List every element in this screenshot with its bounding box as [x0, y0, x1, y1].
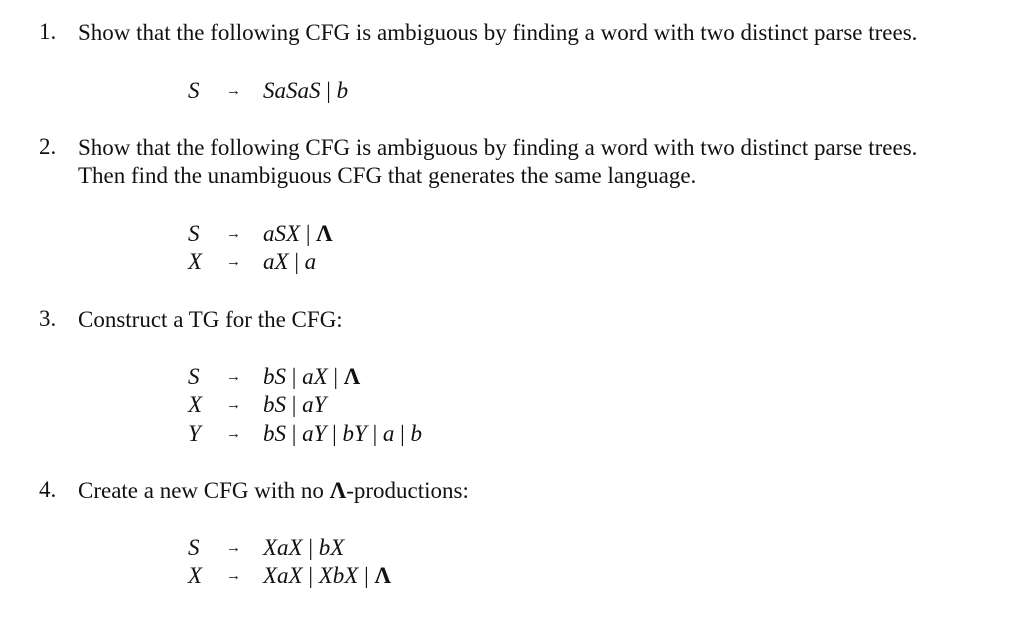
- rule-lhs: Y: [188, 421, 201, 446]
- problem-statement-line-1: Show that the following CFG is ambiguous by finding a word with two distinct parse trees.: [78, 135, 918, 160]
- rule-lhs: S: [188, 364, 200, 389]
- produces-arrow: →: [226, 568, 241, 584]
- rule-lhs: S: [188, 221, 200, 246]
- rule-rhs: aX | a: [263, 249, 317, 274]
- rule-lhs: X: [188, 249, 203, 274]
- produces-arrow: →: [226, 426, 241, 442]
- problem-number: 2.: [39, 134, 57, 159]
- produces-arrow: →: [226, 83, 241, 99]
- produces-arrow: →: [226, 369, 241, 385]
- produces-arrow: →: [226, 540, 241, 556]
- rule-lhs: X: [188, 563, 203, 588]
- produces-arrow: →: [226, 226, 241, 242]
- problem-statement-line-2: Then find the unambiguous CFG that generates the same language.: [78, 163, 697, 188]
- produces-arrow: →: [226, 397, 241, 413]
- rule-rhs: XaX | bX: [263, 535, 345, 560]
- problem-statement: Construct a TG for the CFG:: [78, 307, 343, 332]
- rule-lhs: S: [188, 535, 200, 560]
- problem-statement: Create a new CFG with no Λ-productions:: [78, 478, 469, 503]
- rule-rhs: bS | aX | Λ: [263, 364, 361, 389]
- problem-number: 4.: [39, 477, 57, 502]
- rule-lhs: S: [188, 78, 200, 103]
- rule-rhs: aSX | Λ: [263, 221, 333, 246]
- problem-number: 3.: [39, 306, 57, 331]
- problem-statement: Show that the following CFG is ambiguous by finding a word with two distinct parse trees.: [78, 20, 918, 45]
- rule-rhs: bS | aY | bY | a | b: [263, 421, 423, 446]
- produces-arrow: →: [226, 254, 241, 270]
- problem-number: 1.: [39, 19, 57, 44]
- rule-rhs: bS | aY: [263, 392, 327, 417]
- rule-rhs: XaX | XbX | Λ: [263, 563, 391, 588]
- rule-lhs: X: [188, 392, 203, 417]
- rule-rhs: SaSaS | b: [263, 78, 349, 103]
